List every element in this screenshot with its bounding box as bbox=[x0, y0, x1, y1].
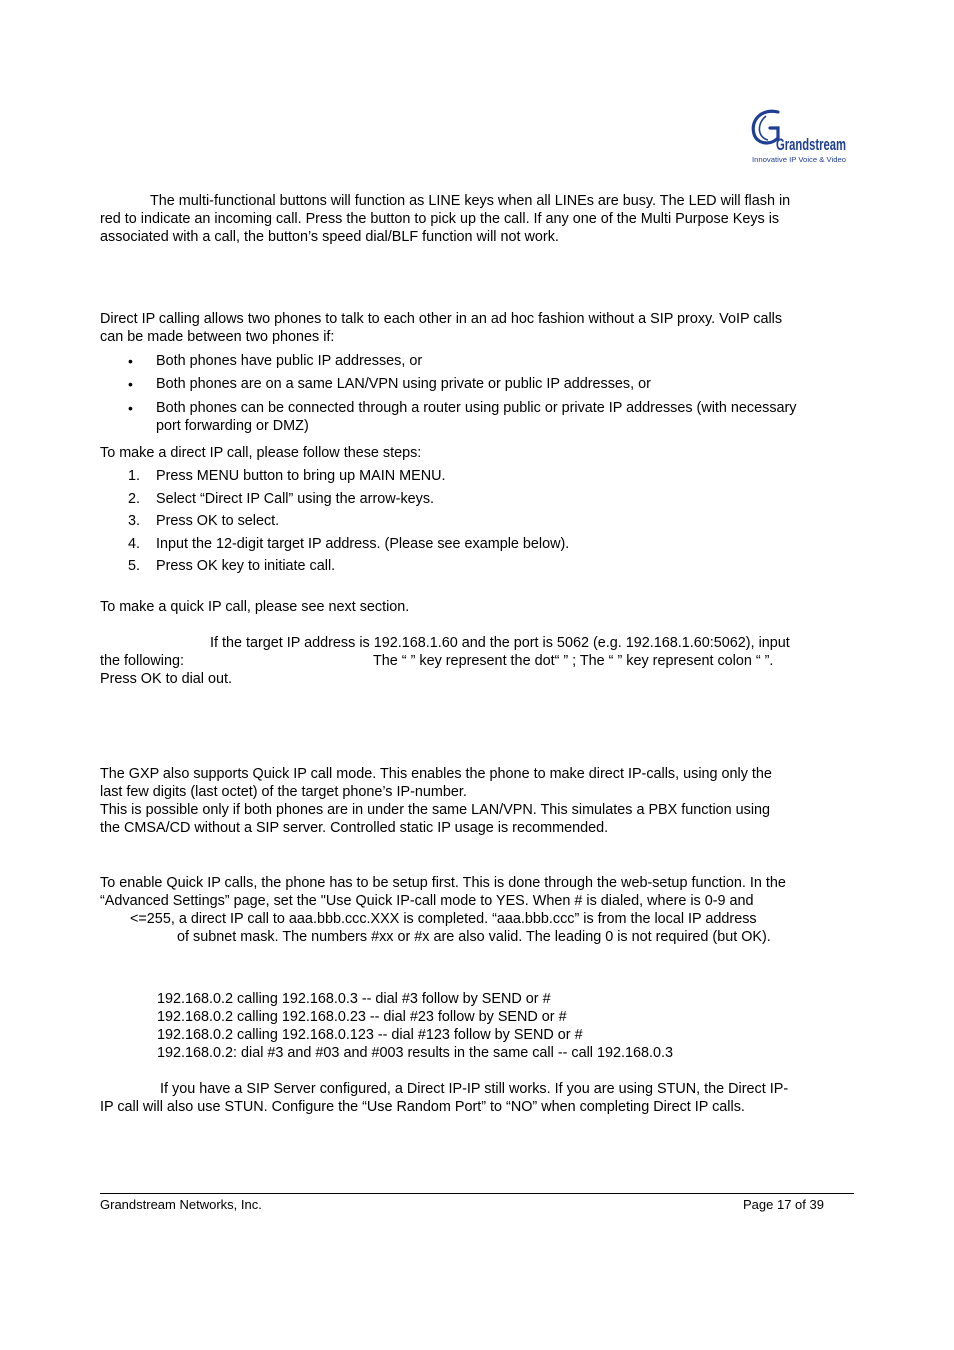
quick-ip-para1-line2: last few digits (last octet) of the target phone’s IP-number. bbox=[100, 784, 467, 800]
quick-ip-example: 192.168.0.2: dial #3 and #03 and #003 results in the same call -- call 192.168.0.3 bbox=[157, 1045, 674, 1061]
para1-line1: The multi-functional buttons will function as LINE keys when all LINEs are busy. The LED will flash in bbox=[150, 193, 791, 209]
step-item: Press MENU button to bring up MAIN MENU. bbox=[156, 468, 446, 484]
quick-ip-example: 192.168.0.2 calling 192.168.0.123 -- dial #123 follow by SEND or # bbox=[157, 1027, 583, 1043]
step-number: 3. bbox=[128, 513, 141, 529]
quick-ip-para2-line4: of subnet mask. The numbers #xx or #x are also valid. The leading 0 is not required (but OK). bbox=[177, 929, 771, 945]
quick-ip-para2-line1: To enable Quick IP calls, the phone has to be setup first. This is done through the web-setup function. In the bbox=[100, 875, 786, 891]
bullet-item-continuation: port forwarding or DMZ) bbox=[156, 418, 309, 434]
quick-ip-para2-line3: <=255, a direct IP call to aaa.bbb.ccc.XXX is completed. “aaa.bbb.ccc” is from the local IP address bbox=[130, 911, 757, 927]
step-item: Press OK to select. bbox=[156, 513, 280, 529]
grandstream-logo bbox=[748, 106, 850, 166]
bullet-item: Both phones are on a same LAN/VPN using private or public IP addresses, or bbox=[156, 376, 651, 392]
step-number: 2. bbox=[128, 491, 141, 507]
example-line2-right: The “ ” key represent the dot“ ” ; The “ ” key represent colon “ ”. bbox=[373, 653, 774, 669]
bullet-dot: • bbox=[128, 400, 133, 416]
bullet-dot: • bbox=[128, 353, 133, 369]
step-number: 1. bbox=[128, 468, 141, 484]
bullet-item: Both phones can be connected through a router using public or private IP addresses (with necessary bbox=[156, 400, 797, 416]
quick-ip-para1-line3: This is possible only if both phones are in under the same LAN/VPN. This simulates a PBX function using bbox=[100, 802, 771, 818]
para1-line3: associated with a call, the button’s speed dial/BLF function will not work. bbox=[100, 229, 559, 245]
logo-wordmark: Grandstream bbox=[776, 135, 846, 154]
logo-tagline: Innovative IP Voice & Video bbox=[752, 155, 846, 164]
step-item: Select “Direct IP Call” using the arrow-keys. bbox=[156, 491, 435, 507]
footer-page-number: Page 17 of 39 bbox=[743, 1197, 824, 1212]
direct-ip-intro-line1: Direct IP calling allows two phones to talk to each other in an ad hoc fashion without a SIP proxy. VoIP calls bbox=[100, 311, 783, 327]
quick-ip-para1-line4: the CMSA/CD without a SIP server. Controlled static IP usage is recommended. bbox=[100, 820, 609, 836]
note-line1: If you have a SIP Server configured, a Direct IP-IP still works. If you are using STUN, the Direct IP- bbox=[160, 1081, 789, 1097]
quick-ip-para2-line2: “Advanced Settings” page, set the "Use Quick IP-call mode to YES. When # is dialed, where is 0-9 and bbox=[100, 893, 754, 909]
bullet-item: Both phones have public IP addresses, or bbox=[156, 353, 423, 369]
quick-ip-para1-line1: The GXP also supports Quick IP call mode. This enables the phone to make direct IP-calls, using only the bbox=[100, 766, 772, 782]
grandstream-logo-icon bbox=[748, 106, 850, 166]
quick-ip-reference: To make a quick IP call, please see next section. bbox=[100, 599, 410, 615]
example-line1: If the target IP address is 192.168.1.60 and the port is 5062 (e.g. 192.168.1.60:5062), input bbox=[210, 635, 790, 651]
quick-ip-example: 192.168.0.2 calling 192.168.0.23 -- dial #23 follow by SEND or # bbox=[157, 1009, 567, 1025]
steps-intro: To make a direct IP call, please follow these steps: bbox=[100, 445, 422, 461]
example-line2-left: the following: bbox=[100, 653, 184, 669]
example-line3: Press OK to dial out. bbox=[100, 671, 232, 687]
direct-ip-intro-line2: can be made between two phones if: bbox=[100, 329, 335, 345]
step-item: Input the 12-digit target IP address. (Please see example below). bbox=[156, 536, 570, 552]
bullet-dot: • bbox=[128, 376, 133, 392]
para1-line2: red to indicate an incoming call. Press the button to pick up the call. If any one of the Multi Purpose Keys is bbox=[100, 211, 780, 227]
quick-ip-example: 192.168.0.2 calling 192.168.0.3 -- dial #3 follow by SEND or # bbox=[157, 991, 551, 1007]
note-line2: IP call will also use STUN. Configure the “Use Random Port” to “NO” when completing Direct IP calls. bbox=[100, 1099, 745, 1115]
step-number: 5. bbox=[128, 558, 141, 574]
step-item: Press OK key to initiate call. bbox=[156, 558, 336, 574]
step-number: 4. bbox=[128, 536, 141, 552]
footer-divider bbox=[100, 1193, 854, 1194]
footer-company: Grandstream Networks, Inc. bbox=[100, 1197, 262, 1212]
